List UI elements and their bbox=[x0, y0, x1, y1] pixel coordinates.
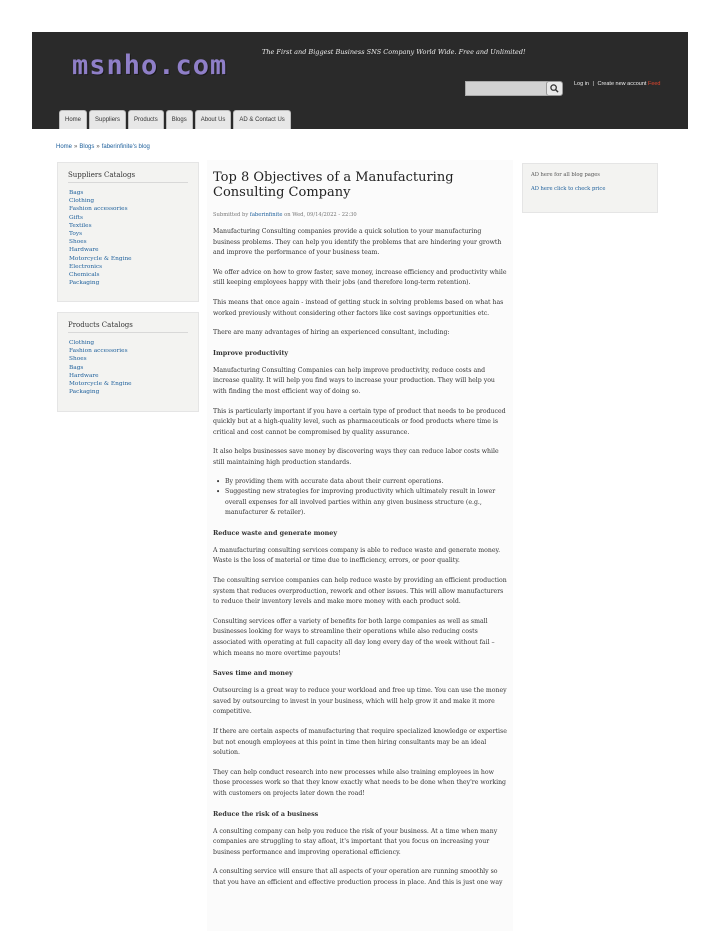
article-paragraph: If there are certain aspects of manufacturing that require specialized knowledge or expertise but not enough employees at this point in time then hiring consultants may be an ideal solution. bbox=[213, 728, 507, 757]
article-paragraph: They can help conduct research into new processes while also training employees in how those processes work so that they know exactly what needs to be done when they're working with customers on projects later down the road! bbox=[213, 768, 507, 797]
nav-suppliers[interactable]: Suppliers bbox=[89, 110, 126, 129]
site-tagline: The First and Biggest Business SNS Company World Wide. Free and Unlimited! bbox=[262, 48, 526, 56]
author-link[interactable]: faberinfinite bbox=[249, 212, 283, 218]
section-heading: Saves time and money bbox=[213, 669, 293, 678]
suppliers-item-motorcycle-engine[interactable]: Motorcycle & Engine bbox=[69, 255, 132, 262]
site-logo[interactable]: msnho.com bbox=[72, 50, 228, 81]
products-item-clothing[interactable]: Clothing bbox=[69, 340, 95, 346]
nav-home[interactable]: Home bbox=[59, 110, 87, 129]
login-link[interactable]: Log in bbox=[574, 81, 589, 87]
suppliers-catalog-title: Suppliers Catalogs bbox=[68, 163, 188, 183]
article-paragraph: Consulting services offer a variety of benefits for both large companies as well as small businesses looking for ways to streamline their operations while also reducing costs associated with operating at full capacity all day long every day of the week without fail – which means no more overtime payouts! bbox=[213, 617, 495, 657]
article-paragraph: A manufacturing consulting services company is able to reduce waste and generate money. Waste is the loss of material or time due to inefficiency, errors, or poor quality. bbox=[213, 546, 501, 565]
suppliers-catalog-list bbox=[58, 189, 198, 287]
section-heading: Reduce the risk of a business bbox=[213, 809, 319, 818]
ad-box bbox=[522, 163, 658, 213]
article-paragraph: There are many advantages of hiring an experienced consultant, including: bbox=[213, 329, 450, 337]
breadcrumb-blogs[interactable]: Blogs bbox=[79, 144, 95, 150]
bullet-item: • By providing them with accurate data about their current operations. bbox=[221, 477, 509, 488]
suppliers-item-gifts[interactable]: Gifts bbox=[69, 214, 83, 221]
search-input[interactable] bbox=[465, 81, 549, 96]
suppliers-catalog-panel bbox=[57, 162, 199, 302]
nav-blogs[interactable]: Blogs bbox=[166, 110, 193, 129]
products-item-shoes[interactable]: Shoes bbox=[69, 356, 87, 363]
products-item-fashion-accessories[interactable]: Fashion accessories bbox=[69, 348, 128, 355]
suppliers-item-bags[interactable]: Bags bbox=[69, 190, 84, 196]
breadcrumb bbox=[56, 144, 150, 150]
search-icon bbox=[550, 84, 559, 93]
products-catalog-panel bbox=[57, 312, 199, 412]
products-item-bags[interactable]: Bags bbox=[69, 364, 84, 371]
article-paragraph: This means that once again - instead of getting stuck in solving problems based on what has worked previously without considering other factors like cost savings opportunities etc. bbox=[213, 298, 504, 317]
suppliers-item-electronics[interactable]: Electronics bbox=[69, 263, 103, 270]
submitted-line bbox=[213, 212, 509, 218]
article-paragraph: This is particularly important if you have a certain type of product that needs to be produced quickly but at a high-quality level, such as pharmaceuticals or food products where time is critical and cost cannot be compromised by quality assurance. bbox=[213, 407, 506, 436]
products-item-hardware[interactable]: Hardware bbox=[69, 372, 99, 379]
suppliers-item-fashion-accessories[interactable]: Fashion accessories bbox=[69, 206, 128, 213]
article-paragraph: The consulting service companies can help reduce waste by providing an efficient production system that reduces overproduction, rework and other issues. This will allow manufacturers to reduce their inventory levels and make more money with each product sold. bbox=[213, 577, 507, 606]
create-account-link[interactable]: Create new account bbox=[597, 81, 647, 87]
article-paragraph: Manufacturing Consulting Companies can help improve productivity, reduce costs and increase quality. It will help you find ways to increase your production. They will help you with finding the most efficient way of doing so. bbox=[213, 366, 495, 395]
feed-link[interactable]: Feed bbox=[647, 81, 661, 87]
section-heading: Reduce waste and generate money bbox=[213, 528, 338, 537]
breadcrumb-separator: » bbox=[96, 144, 100, 150]
section-heading: Improve productivity bbox=[213, 348, 289, 357]
account-separator: | bbox=[592, 81, 594, 87]
suppliers-item-chemicals[interactable]: Chemicals bbox=[69, 272, 100, 279]
article-paragraph: A consulting service will ensure that all aspects of your operation are running smoothly so that you have an efficient and effective production process in place. And this is just one way bbox=[213, 868, 503, 886]
suppliers-item-textiles[interactable]: Textiles bbox=[69, 222, 92, 229]
article-paragraph: A consulting company can help you reduce the risk of your business. At a time when many companies are struggling to stay afloat, it's important that you focus on increasing your business performance and improving operational efficiency. bbox=[213, 827, 498, 856]
ad-label: AD here for all blog pages bbox=[531, 172, 600, 178]
nav-ad-contact[interactable]: AD & Contact Us bbox=[233, 110, 290, 129]
article-title[interactable]: Top 8 Objectives of a Manufacturing Consulting Company bbox=[213, 170, 454, 200]
article-paragraph: It also helps businesses save money by discovering ways they can reduce labor costs while still maintaining high production standards. bbox=[213, 448, 499, 466]
site-header bbox=[32, 32, 688, 129]
suppliers-item-toys[interactable]: Toys bbox=[69, 231, 83, 238]
article-bullet-list bbox=[213, 477, 509, 519]
nav-products[interactable]: Products bbox=[128, 110, 164, 129]
products-item-motorcycle-engine[interactable]: Motorcycle & Engine bbox=[69, 381, 132, 388]
suppliers-item-packaging[interactable]: Packaging bbox=[69, 280, 100, 287]
products-catalog-title: Products Catalogs bbox=[68, 313, 188, 333]
ad-price-link[interactable]: AD here click to check price bbox=[531, 186, 606, 192]
breadcrumb-separator: » bbox=[74, 144, 78, 150]
bullet-item: • Suggesting new strategies for improving productivity which ultimately result in lower overall expenses for all involved parties within any given business structure (e.g., manufacturer & retailer). bbox=[221, 487, 509, 519]
suppliers-item-clothing[interactable]: Clothing bbox=[69, 198, 95, 205]
nav-about-us[interactable]: About Us bbox=[195, 110, 232, 129]
suppliers-item-hardware[interactable]: Hardware bbox=[69, 247, 99, 254]
account-links bbox=[574, 81, 661, 87]
breadcrumb-home[interactable]: Home bbox=[56, 144, 73, 150]
search-button[interactable] bbox=[546, 81, 563, 96]
article-paragraph: Outsourcing is a great way to reduce your workload and free up time. You can use the money saved by outsourcing to invest in your business, which will help grow it and make it more competitive. bbox=[213, 687, 507, 716]
products-item-packaging[interactable]: Packaging bbox=[69, 389, 100, 396]
breadcrumb-current[interactable]: faberinfinite's blog bbox=[101, 144, 150, 150]
submitted-prefix: Submitted by bbox=[213, 212, 249, 218]
suppliers-item-shoes[interactable]: Shoes bbox=[69, 239, 87, 246]
article-paragraph: We offer advice on how to grow faster, save money, increase efficiency and productivity while still keeping employees happy with their jobs (and therefore long-term retention). bbox=[213, 268, 507, 287]
article-body bbox=[213, 170, 509, 889]
main-nav bbox=[59, 110, 291, 128]
article-area bbox=[207, 160, 513, 931]
products-catalog-list bbox=[58, 339, 198, 396]
article-paragraph: Manufacturing Consulting companies provide a quick solution to your manufacturing business problems. They can help you identify the problems that are hindering your growth and improve the performance of your business team. bbox=[213, 228, 502, 257]
submitted-date: on Wed, 09/14/2022 - 22:30 bbox=[284, 212, 357, 218]
